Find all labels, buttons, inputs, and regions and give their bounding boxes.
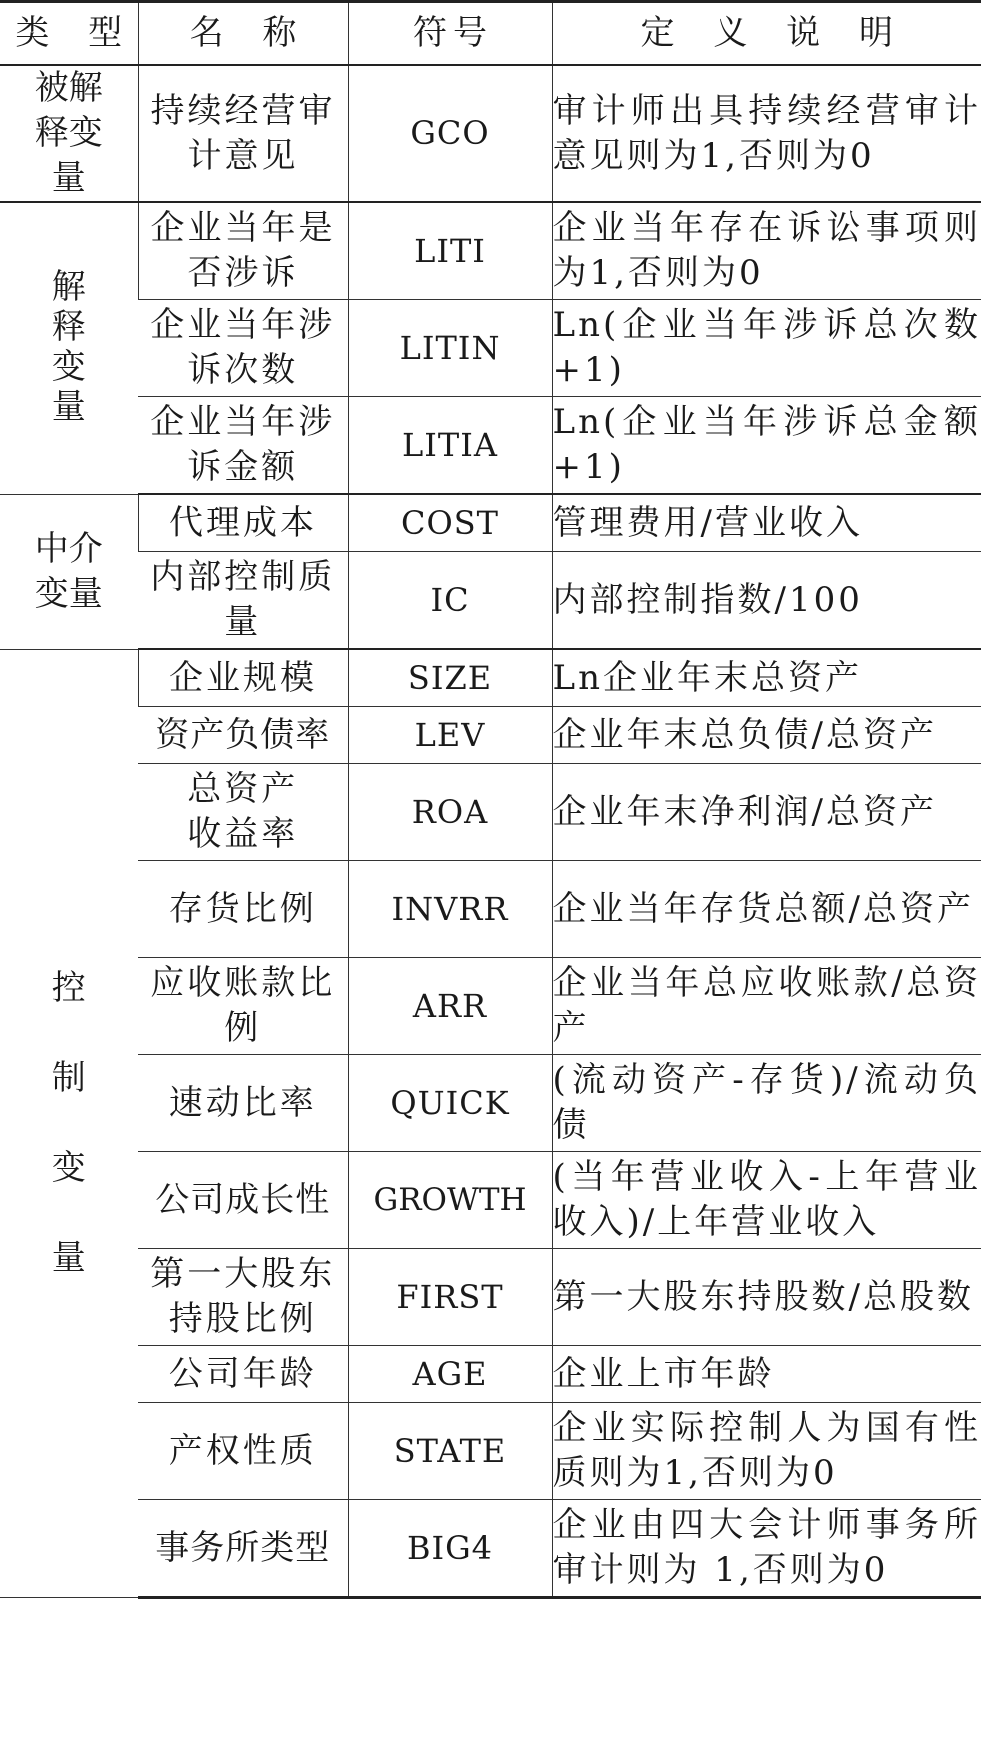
header-definition: 定 义 说 明	[552, 2, 981, 66]
category-control-variable	[0, 649, 138, 1598]
variable-definition: Ln(企业当年涉诉总次数+1)	[552, 300, 981, 397]
table-row	[0, 1249, 981, 1346]
variable-symbol: IC	[348, 552, 552, 650]
variable-symbol: ROA	[348, 764, 552, 861]
category-label: 中介变量	[34, 528, 103, 614]
table-row	[0, 552, 981, 650]
variable-name: 企业当年涉诉金额	[138, 397, 348, 495]
variable-symbol: AGE	[348, 1346, 552, 1403]
table-row	[0, 397, 981, 495]
variable-definition: Ln(企业当年涉诉总金额+1)	[552, 397, 981, 495]
variable-symbol: LITIA	[348, 397, 552, 495]
category-label: 控制变量	[51, 968, 86, 1279]
variable-symbol: GROWTH	[348, 1152, 552, 1249]
header-row	[0, 2, 981, 66]
variable-name: 企业规模	[138, 649, 348, 707]
variable-symbol: LITIN	[348, 300, 552, 397]
variable-name: 内部控制质量	[138, 552, 348, 650]
variable-name: 第一大股东持股比例	[138, 1249, 348, 1346]
header-symbol: 符号	[348, 2, 552, 66]
variable-definition: 企业上市年龄	[552, 1346, 981, 1403]
variable-definition: 审计师出具持续经营审计意见则为1,否则为0	[552, 65, 981, 202]
header-name: 名 称	[138, 2, 348, 66]
table-row	[0, 1500, 981, 1598]
variable-definition: 企业年末总负债/总资产	[552, 707, 981, 764]
category-explanatory-variable	[0, 202, 138, 494]
variable-name: 公司年龄	[138, 1346, 348, 1403]
variable-definition: 第一大股东持股数/总股数	[552, 1249, 981, 1346]
table-row	[0, 300, 981, 397]
variable-symbol: ARR	[348, 958, 552, 1055]
table-row	[0, 202, 981, 300]
category-mediating-variable	[0, 494, 138, 649]
variable-symbol: COST	[348, 494, 552, 552]
table-row	[0, 958, 981, 1055]
variable-symbol: STATE	[348, 1403, 552, 1500]
variable-name: 代理成本	[138, 494, 348, 552]
category-dependent-variable	[0, 65, 138, 202]
table-row	[0, 764, 981, 861]
table-row	[0, 494, 981, 552]
table-row	[0, 861, 981, 958]
variable-name: 持续经营审计意见	[138, 65, 348, 202]
variable-name: 资产负债率	[138, 707, 348, 764]
variable-definition: (当年营业收入-上年营业收入)/上年营业收入	[552, 1152, 981, 1249]
variable-symbol: SIZE	[348, 649, 552, 707]
table-row	[0, 1346, 981, 1403]
header-type: 类 型	[0, 2, 138, 66]
variable-definition: 管理费用/营业收入	[552, 494, 981, 552]
variable-symbol: LITI	[348, 202, 552, 300]
category-label: 被解释变量	[34, 68, 103, 198]
table-row	[0, 1152, 981, 1249]
variable-symbol: BIG4	[348, 1500, 552, 1598]
variable-symbol: FIRST	[348, 1249, 552, 1346]
variable-definition: 企业实际控制人为国有性质则为1,否则为0	[552, 1403, 981, 1500]
variable-name: 公司成长性	[138, 1152, 348, 1249]
variable-name: 总资产收益率	[138, 764, 348, 861]
table-row	[0, 707, 981, 764]
variable-name: 应收账款比例	[138, 958, 348, 1055]
variable-definition: 企业当年总应收账款/总资产	[552, 958, 981, 1055]
table-row	[0, 1055, 981, 1152]
variable-name: 速动比率	[138, 1055, 348, 1152]
variable-definition: 企业由四大会计师事务所审计则为 1,否则为0	[552, 1500, 981, 1598]
variable-name: 存货比例	[138, 861, 348, 958]
variable-symbol: GCO	[348, 65, 552, 202]
variable-definition: (流动资产-存货)/流动负债	[552, 1055, 981, 1152]
variable-symbol: QUICK	[348, 1055, 552, 1152]
variable-definition: 企业当年存在诉讼事项则为1,否则为0	[552, 202, 981, 300]
variable-symbol: INVRR	[348, 861, 552, 958]
table-row	[0, 649, 981, 707]
variable-definition: 内部控制指数/100	[552, 552, 981, 650]
table-row	[0, 1403, 981, 1500]
table-row	[0, 65, 981, 202]
variable-definition: 企业当年存货总额/总资产	[552, 861, 981, 958]
variable-definition: 企业年末净利润/总资产	[552, 764, 981, 861]
variable-definition: Ln企业年末总资产	[552, 649, 981, 707]
variable-name: 产权性质	[138, 1403, 348, 1500]
variable-name: 事务所类型	[138, 1500, 348, 1598]
category-label: 解释变量	[51, 266, 86, 427]
variable-symbol: LEV	[348, 707, 552, 764]
variable-name: 企业当年是否涉诉	[138, 202, 348, 300]
variable-name: 企业当年涉诉次数	[138, 300, 348, 397]
